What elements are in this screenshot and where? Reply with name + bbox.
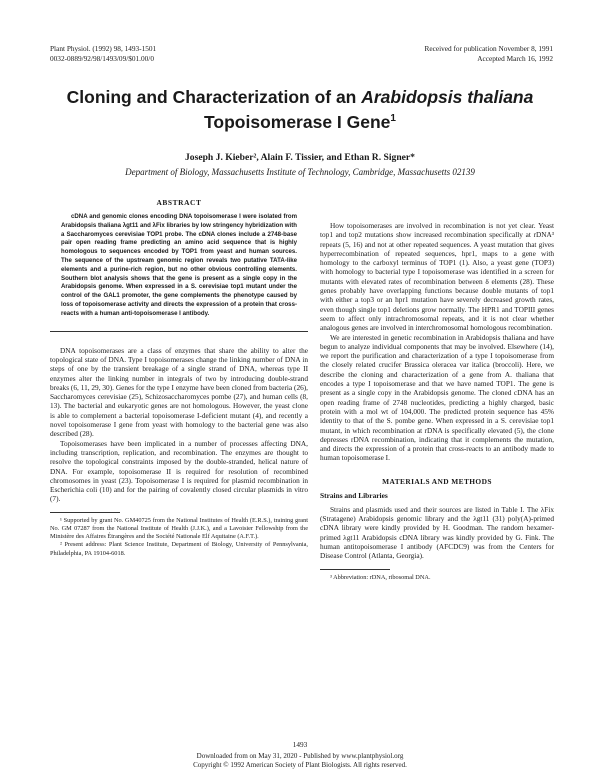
article-title — [40, 87, 560, 133]
footnote-divider — [50, 512, 120, 513]
methods-heading: MATERIALS AND METHODS — [382, 476, 492, 486]
right-paragraph-2: We are interested in genetic recombination in Arabidopsis thaliana and have begun to analyze individual components that may be involved. Elsewhere (14), we report the purification and characterization of a type I topoisomerase from the closely related crucifer Brassica oleracea var italica (broccoli). Here, we describe the cloning and characterization of a gene from A. thaliana that encodes a type I topoisomerase and that we have named TOP1. The gene is present as a single copy in the Arabidopsis genome. The cloned cDNA has an open reading frame of 2748 nucleotides, predicting a highly charged, basic protein with a mol wt of 104,000. The predicted protein sequence has 45% identity to that of the S. pombe gene. When expressed in a S. cerevisiae top1 mutant, in which recombination at rDNA is specifically elevated (5), the clone depresses rDNA recombination, indicating that it complements the mutation, and directs the expression of a protein that cross-reacts to an antibody made to human topoisomerase I. — [320, 332, 554, 463]
footnote-3: ³ Abbreviation: rDNA, ribosomal DNA. — [330, 573, 431, 581]
title-footnote-mark: 1 — [390, 113, 396, 124]
download-notice — [0, 752, 600, 771]
right-footnote-divider — [320, 569, 390, 570]
download-line-1: Downloaded from on May 31, 2020 - Published by www.plantphysiol.org — [196, 752, 404, 760]
intro-paragraph-2: Topoisomerases have been implicated in a number of processes affecting DNA, including transcription, replication, and recombination. The enzymes are thought to resolve the topological constraints imposed by the double-stranded, helical nature of DNA. For example, topoisomerase II is required for resolution of recombined chromosomes in yeast (23). Topoisomerase I is required for plasmid recombination in Escherichia coli (10) and for the pairing of covalently closed circular plasmids in vitro (7). — [50, 438, 308, 504]
publication-dates — [425, 44, 553, 63]
abstract-heading: ABSTRACT — [156, 198, 202, 207]
footnote-1: ¹ Supported by grant No. GM40725 from the National Institutes of Health (E.R.S.), training grant No. GM 07287 from the National Institute of Health (J.J.K.), and a Lavoisier Fellowship from the Ministère des Affaires Étrangères and the Société Nationale Elf Aquitaine (A.F.T.). — [50, 516, 308, 541]
affiliation: Department of Biology, Massachusetts Institute of Technology, Cambridge, Massachusetts 02139 — [125, 167, 475, 177]
download-line-2: Copyright © 1992 American Society of Plant Biologists. All rights reserved. — [193, 761, 407, 770]
accepted-date: Accepted March 16, 1992 — [477, 53, 553, 63]
abstract-divider — [50, 331, 308, 332]
journal-line-2: 0032-0889/92/98/1493/09/$01.00/0 — [50, 53, 154, 63]
footnote-2: ² Present address: Plant Science Institute, Department of Biology, University of Pennsylvania, Philadelphia, PA 19104-6018. — [50, 541, 308, 557]
strains-paragraph: Strains and plasmids used and their sources are listed in Table I. The λFix (Stratagene) Arabidopsis genomic library and the λgt11 (31) poly(A)-primed cDNA library were kindly provided by H. Goodman. The random hexamer-primed λgt11 Arabidopsis cDNA library was kindly provided by G. Fink. The human antitopoisomerase I antibody (AFCDC9) was from the Centers for Disease Control (Atlanta, Georgia). — [320, 504, 554, 561]
journal-citation — [50, 44, 156, 63]
page-number: 1493 — [292, 740, 308, 749]
intro-body — [50, 346, 308, 504]
title-species: Arabidopsis thaliana — [361, 87, 534, 107]
title-line-1: Cloning and Characterization of an — [66, 87, 362, 107]
author-list: Joseph J. Kieber², Alain F. Tissier, and Ethan R. Signer* — [185, 152, 415, 163]
intro-paragraph-1: DNA topoisomerases are a class of enzymes that share the ability to alter the topological state of DNA. Type I topoisomerases change the linking number of DNA in steps of one by the transient breakage of a single strand of DNA, whereas type II enzymes alter the linking number in integrals of two by introducing double-strand breaks (6, 11, 29, 30). Genes for the type I enzyme have been cloned from bacteria (26), Saccharomyces cerevisiae (25), Schizosaccharomyces pombe (27), and human cells (8, 13). The bacterial and eukaryotic genes are not homologous. However, the yeast clone is able to complement a bacterial topoisomerase I-deficient mutant (4), and recently a novel topoisomerase I gene from yeast with homology to the bacterial gene was also described (28). — [50, 345, 308, 439]
left-column — [50, 198, 308, 558]
journal-line-1: Plant Physiol. (1992) 98, 1493-1501 — [50, 44, 157, 53]
right-body — [320, 221, 554, 463]
right-paragraph-1: How topoisomerases are involved in recombination is not yet clear. Yeast top1 and top2 mutations show increased recombination specifically at rDNA³ repeats (5, 16) and not at other repeated sequences. A yeast mutation that gives hyperrecombination of repeated sequences, hpr1, maps to a gene with homology to the carboxyl terminus of TOP1 (1). Also, a yeast gene (TOP3) with homology to bacterial type I topoisomerase was identified in a screen for mutants with elevated rates of recombination between δ elements (28). These genes probably have overlapping functions because double mutants of top1 with either a top3 or an hpr1 mutation have severely decreased growth rates, even though single top1 deletions grow normally. The HPR1 and TOPIII genes seem to affect only intrachromosomal repeats, and it is not clear whether analogous genes are involved in interchromosomal homologous recombination. — [320, 221, 554, 333]
abstract-text: cDNA and genomic clones encoding DNA topoisomerase I were isolated from Arabidopsis thaliana λgt11 and λFix libraries by low stringency hybridization with a Saccharomyces cerevisiae TOP1 probe. The cDNA clones include a 2748-base pair open reading frame predicting an amino acid sequence that is highly homologous to sequences encoded by TOP1 from yeast and human sources. The sequence of the upstream genomic region reveals two putative TATA-like elements and a purine-rich region, but no other obvious controlling elements. Southern blot analysis shows that the gene is present as a single copy in the Arabidopsis genome. When expressed in a S. cerevisiae top1 mutant under the control of the GAL1 promoter, the gene complements the phenotype caused by loss of topoisomerase activity and directs the expression of a protein that cross-reacts with a human anti-topoisomerase I antibody. — [61, 213, 297, 317]
strains-heading: Strains and Libraries — [320, 490, 388, 500]
right-column — [320, 221, 554, 582]
title-line-2: Topoisomerase I Gene — [204, 111, 391, 132]
received-date: Received for publication November 8, 1991 — [424, 44, 553, 53]
